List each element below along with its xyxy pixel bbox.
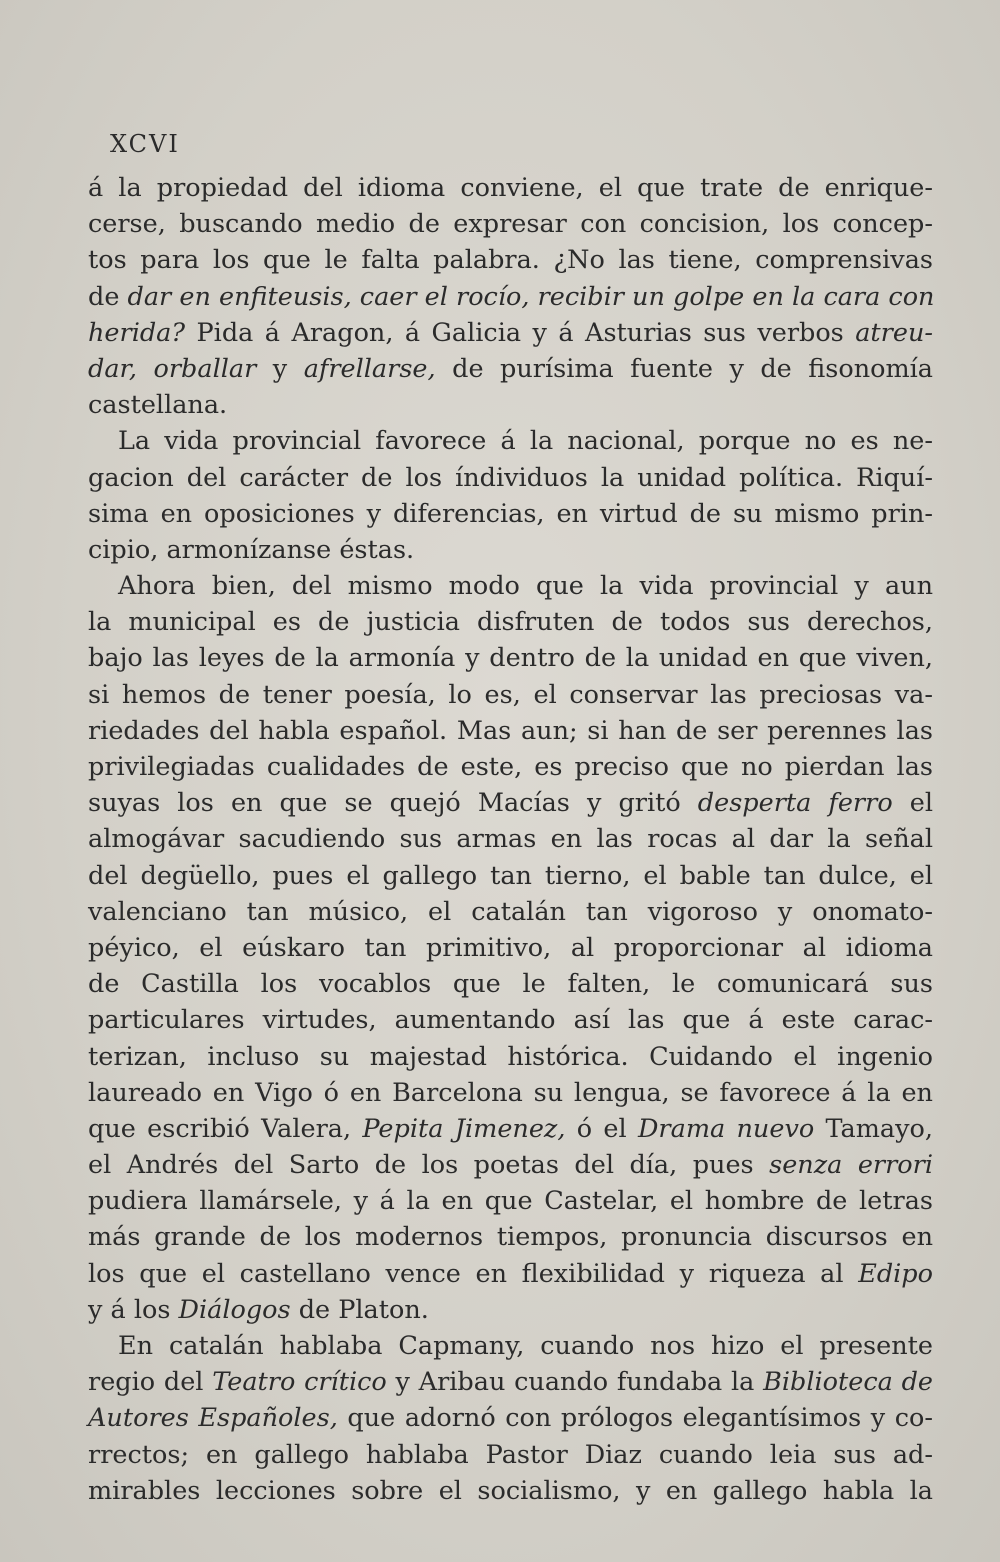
text-segment: suyas los en que se quejó Macías y gritó <box>88 788 698 819</box>
text-segment: á la propiedad del idioma conviene, el que trate de enrique- <box>88 173 933 203</box>
text-line <box>88 1328 933 1364</box>
text-line <box>88 858 933 894</box>
text-line <box>88 568 933 604</box>
text-line <box>88 966 933 1002</box>
text-segment: que escribió Valera, <box>88 1113 363 1144</box>
text-segment: cerse, buscando medio de expresar con concision, los concep- <box>88 209 933 240</box>
page-number: XCVI <box>110 130 180 158</box>
text-line <box>88 423 933 459</box>
text-segment: de purísima fuente y de fisonomía <box>435 353 934 384</box>
text-segment: y <box>256 353 304 384</box>
text-segment: mirables lecciones sobre el socialismo, y en gallego habla la <box>88 1475 933 1506</box>
text-segment: gacion del carácter de los índividuos la unidad política. Riquí- <box>88 462 933 493</box>
text-segment: de <box>88 281 128 312</box>
text-segment: el Andrés del Sarto de los poetas del día, pues <box>88 1150 770 1181</box>
text-line <box>88 785 933 821</box>
text-line <box>88 821 933 857</box>
text-segment: bajo las leyes de la armonía y dentro de la unidad en que viven, <box>88 643 933 674</box>
text-segment: Tamayo, <box>814 1113 934 1144</box>
text-segment: particulares virtudes, aumentando así las que á este carac- <box>88 1005 933 1036</box>
text-line <box>88 1147 933 1183</box>
text-segment: regio del <box>88 1367 213 1398</box>
italic-text: Drama nuevo <box>637 1113 815 1144</box>
text-segment: valenciano tan músico, el catalán tan vigoroso y onomato- <box>88 896 933 927</box>
text-segment: más grande de los modernos tiempos, pronuncia discursos en <box>88 1222 933 1253</box>
text-segment: de Platon. <box>290 1294 429 1325</box>
text-line <box>88 1292 933 1328</box>
text-segment: los que el castellano vence en flexibilidad y riqueza al <box>88 1258 859 1289</box>
italic-text: Autores Españoles, <box>88 1403 338 1434</box>
italic-text: desperta ferro <box>697 788 893 819</box>
text-segment: la municipal es de justicia disfruten de todos sus derechos, <box>88 607 933 638</box>
text-line <box>88 1183 933 1219</box>
text-segment: el <box>892 788 933 819</box>
text-line <box>88 351 933 387</box>
text-line <box>88 604 933 640</box>
text-line <box>88 677 933 713</box>
text-segment: péyico, el eúskaro tan primitivo, al proporcionar al idioma <box>88 932 933 963</box>
text-line <box>88 1039 933 1075</box>
text-segment: tos para los que le falta palabra. ¿No las tiene, comprensivas <box>88 245 933 276</box>
italic-text: dar en enfiteusis, caer el rocío, recibir un golpe en la cara con <box>127 281 935 312</box>
text-line <box>88 1002 933 1038</box>
text-line <box>88 532 933 568</box>
text-line <box>88 1075 933 1111</box>
italic-text: Teatro crítico <box>212 1367 387 1398</box>
text-segment: si hemos de tener poesía, lo es, el conservar las preciosas va- <box>88 679 933 710</box>
text-line <box>88 496 933 532</box>
text-segment: riedades del habla español. Mas aun; si han de ser perennes las <box>88 715 933 746</box>
text-line <box>88 1111 933 1147</box>
text-segment: castellana. <box>88 390 228 421</box>
text-line <box>88 1400 933 1436</box>
italic-text: Edipo <box>858 1258 933 1289</box>
text-line <box>88 749 933 785</box>
text-segment: rrectos; en gallego hablaba Pastor Diaz cuando leia sus ad- <box>88 1439 933 1470</box>
text-segment: de Castilla los vocablos que le falten, le comunicará sus <box>88 969 933 1000</box>
text-line <box>88 460 933 496</box>
text-segment: que adornó con prólogos elegantísimos y co- <box>337 1403 933 1434</box>
text-segment: laureado en Vigo ó en Barcelona su lengua, se favorece á la en <box>88 1077 933 1108</box>
text-segment: y á los <box>88 1294 179 1325</box>
italic-text: afrellarse, <box>303 353 436 384</box>
text-line <box>88 640 933 676</box>
italic-text: atreu- <box>855 317 933 348</box>
text-line <box>88 1256 933 1292</box>
text-segment: privilegiadas cualidades de este, es preciso que no pierdan las <box>88 752 933 782</box>
text-line <box>88 206 933 242</box>
text-segment: En catalán hablaba Capmany, cuando nos hizo el presente <box>118 1331 933 1361</box>
text-segment: terizan, incluso su majestad histórica. Cuidando el ingenio <box>88 1041 933 1072</box>
text-segment: y Aribau cuando fundaba la <box>386 1367 764 1398</box>
text-line <box>88 279 933 315</box>
text-line <box>88 170 933 206</box>
text-segment: almogávar sacudiendo sus armas en las rocas al dar la señal <box>88 824 933 855</box>
text-segment: pudiera llamársele, y á la en que Castelar, el hombre de letras <box>88 1186 933 1217</box>
italic-text: dar, orballar <box>88 353 257 384</box>
text-line <box>88 242 933 278</box>
italic-text: senza errori <box>769 1150 933 1181</box>
text-line <box>88 894 933 930</box>
text-line <box>88 713 933 749</box>
text-segment: cipio, armonízanse éstas. <box>88 534 415 565</box>
text-segment: ó el <box>565 1113 638 1144</box>
text-segment: Ahora bien, del mismo modo que la vida provincial y aun <box>118 571 933 602</box>
text-segment: del degüello, pues el gallego tan tierno, el bable tan dulce, el <box>88 860 933 891</box>
text-line <box>88 387 933 423</box>
text-line <box>88 1473 933 1509</box>
text-line <box>88 1437 933 1473</box>
text-line <box>88 1219 933 1255</box>
italic-text: Biblioteca de <box>763 1367 934 1398</box>
italic-text: Pepita Jimenez, <box>362 1113 566 1144</box>
italic-text: Diálogos <box>178 1294 291 1325</box>
italic-text: herida? <box>88 317 186 348</box>
text-segment: La vida provincial favorece á la nacional, porque no es ne- <box>118 426 933 457</box>
text-segment: Pida á Aragon, á Galicia y á Asturias sus verbos <box>185 317 856 348</box>
text-line <box>88 315 933 351</box>
body-text <box>88 170 933 1509</box>
text-segment: sima en oposiciones y diferencias, en virtud de su mismo prin- <box>88 498 933 529</box>
text-line <box>88 1364 933 1400</box>
text-line <box>88 930 933 966</box>
